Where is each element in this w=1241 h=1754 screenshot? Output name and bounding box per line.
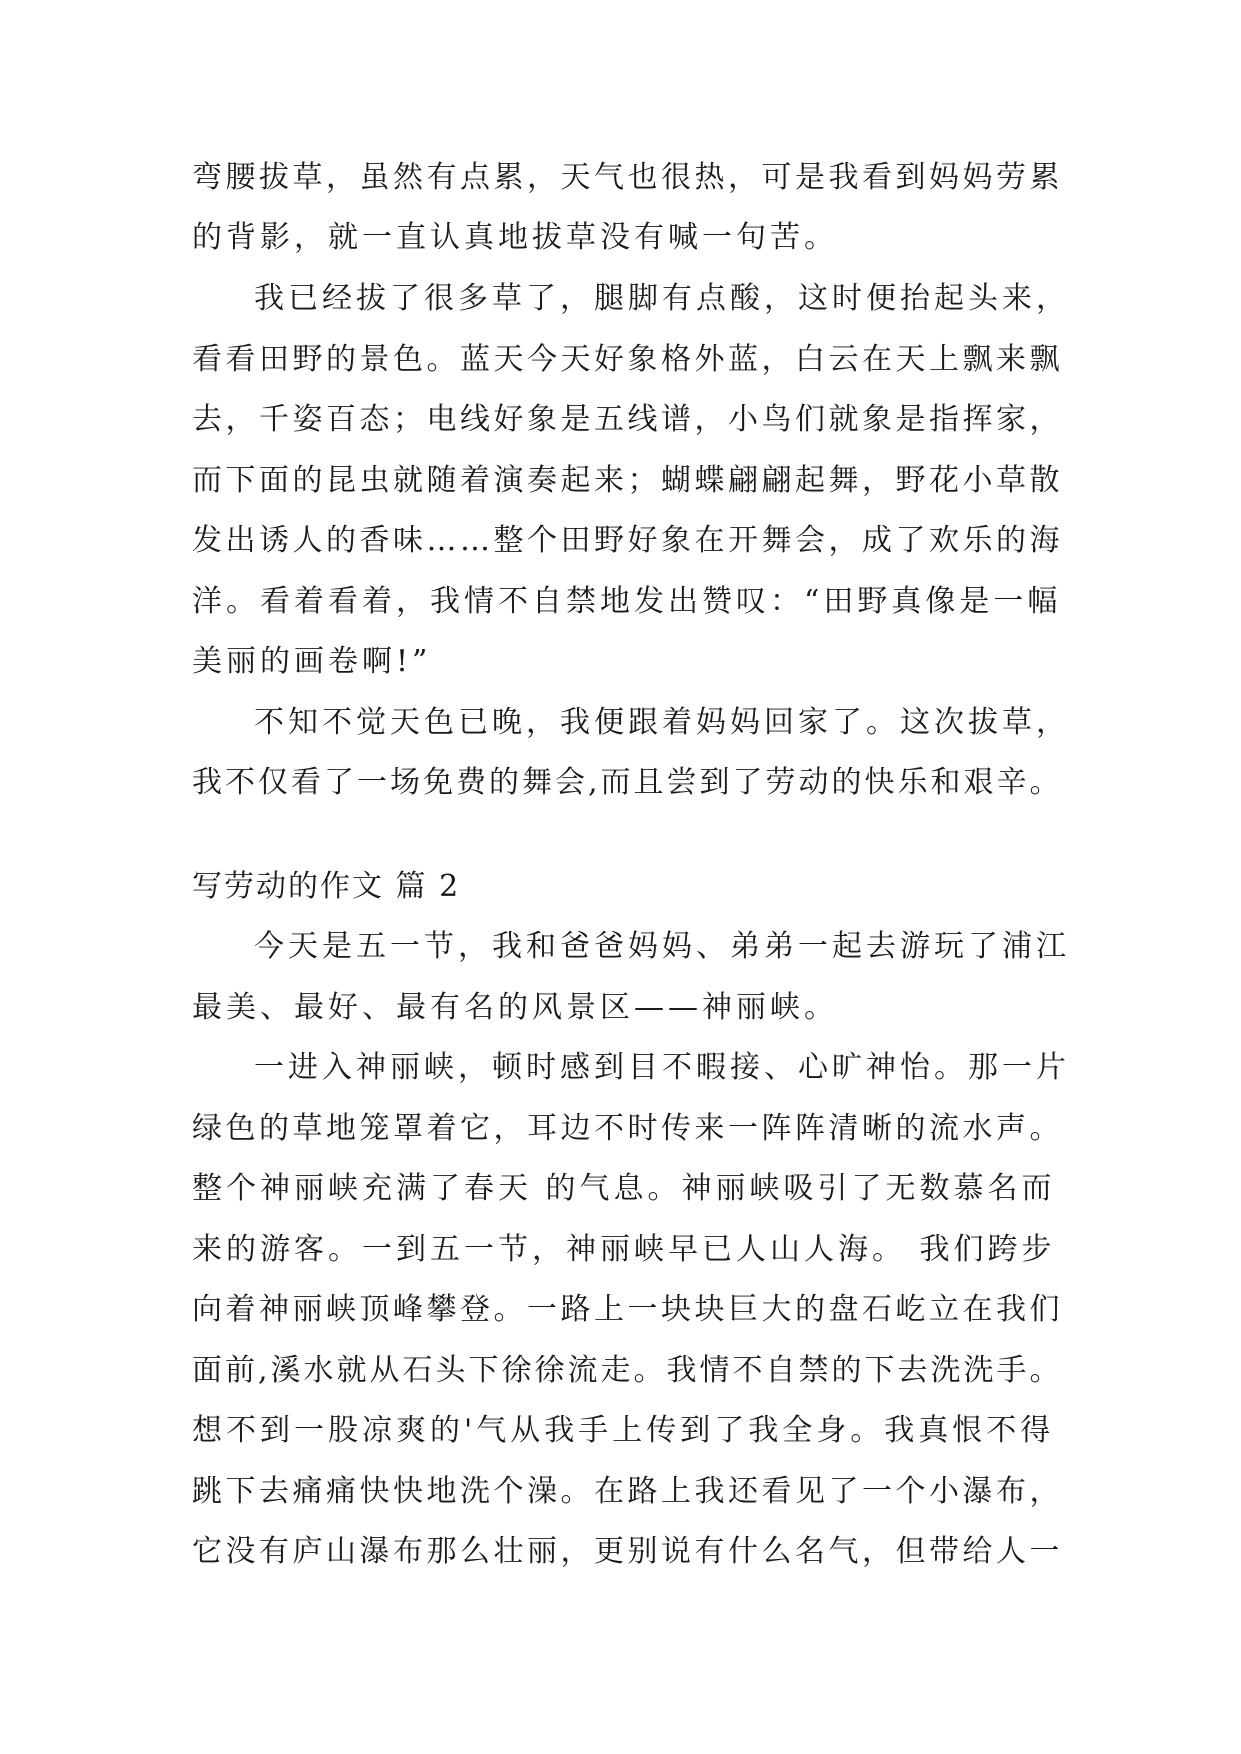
text-line: 它没有庐山瀑布那么壮丽，更别说有什么名气，但带给人一 [192,1534,1063,1569]
text-line: 弯腰拔草，虽然有点累，天气也很热，可是我看到妈妈劳累 [192,160,1063,195]
text-line: 我不仅看了一场免费的舞会,而且尝到了劳动的快乐和艰辛。 [192,765,1063,800]
text-line: 而下面的昆虫就随着演奏起来；蝴蝶翩翩起舞，野花小草散 [192,463,1063,498]
text-line: 的背影，就一直认真地拔草没有喊一句苦。 [192,220,838,255]
text-line: 向着神丽峡顶峰攀登。一路上一块块巨大的盘石屹立在我们 [192,1292,1063,1327]
text-line: 发出诱人的香味……整个田野好象在开舞会，成了欢乐的海 [192,523,1063,558]
text-line: 绿色的草地笼罩着它，耳边不时传来一阵阵清晰的流水声。 [192,1111,1063,1146]
text-line: 想不到一股凉爽的'气从我手上传到了我全身。我真恨不得 [192,1413,1055,1448]
section-heading: 写劳动的作文 篇 2 [192,869,461,904]
text-line: 最美、最好、最有名的风景区——神丽峡。 [192,990,838,1025]
text-line: 不知不觉天色已晚，我便跟着妈妈回家了。这次拔草， [254,705,1070,740]
text-line: 看看田野的景色。蓝天今天好象格外蓝，白云在天上飘来飘 [192,342,1063,377]
text-line: 美丽的画卷啊!” [192,644,432,679]
text-line: 来的游客。一到五一节，神丽峡早已人山人海。 我们跨步 [192,1232,1056,1267]
text-line: 我已经拔了很多草了，腿脚有点酸，这时便抬起头来， [254,281,1070,316]
text-line: 去，千姿百态；电线好象是五线谱，小鸟们就象是指挥家， [192,402,1063,437]
text-line: 跳下去痛痛快快地洗个澡。在路上我还看见了一个小瀑布， [192,1474,1063,1509]
text-line: 今天是五一节，我和爸爸妈妈、弟弟一起去游玩了浦江 [254,929,1070,964]
text-line: 整个神丽峡充满了春天 的气息。神丽峡吸引了无数慕名而 [192,1171,1056,1206]
text-line: 一进入神丽峡，顿时感到目不暇接、心旷神怡。那一片 [254,1050,1070,1085]
text-line: 面前,溪水就从石头下徐徐流走。我情不自禁的下去洗洗手。 [192,1353,1063,1388]
text-line: 洋。看着看着，我情不自禁地发出赞叹：“田野真像是一幅 [192,584,1062,619]
